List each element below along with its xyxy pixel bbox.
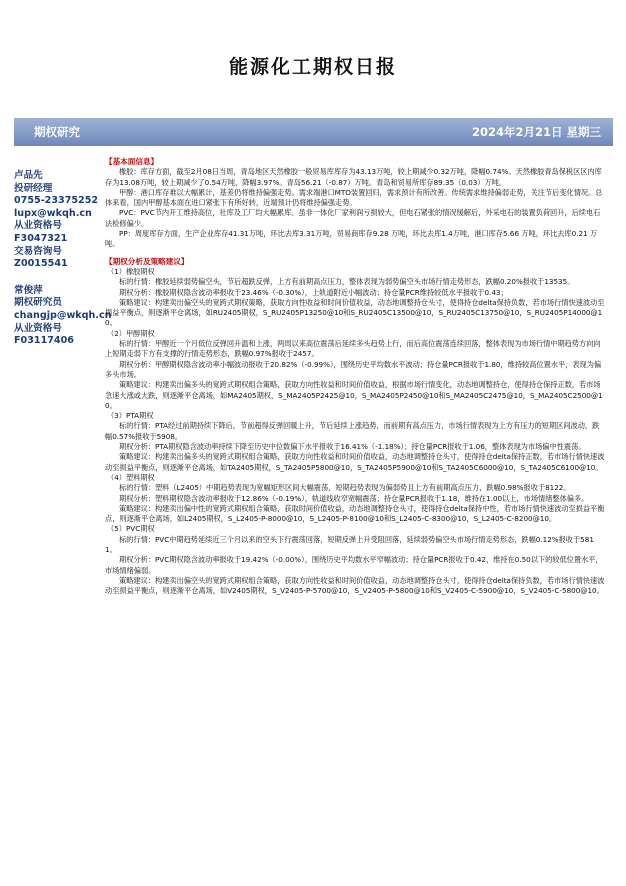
strategy-heading: 【期权分析及策略建议】 [105,256,189,266]
analyst-phone: 0755-23375252 [14,195,99,207]
analyst-email[interactable]: changjp@wkqh.cn [14,309,112,321]
analyst-cert: F03117406 [14,335,74,347]
analyst-sidebar [14,170,112,348]
section-line: 标的行情：PTA经过前期持续下降后，节前超得反弹回暖上升，节后延续上涨趋势，而前期有高点压力，市场行情表现为上方有压力的短期区间波动，跌幅0.57%报收于5908。 [105,421,600,441]
analyst-name: 常俊萍 [14,284,43,296]
fundamentals-heading: 【基本面信息】 [105,157,159,166]
fundamentals-methanol: 甲醇：港口库存难以大幅累计，基差仍将维持偏强走势。需求端港口MTO装置回归，需求预计有所改善。传统需求维持偏弱走势，关注节后变化情况。总体来看，国内甲醇基本面在进口紧张下有所好转，近端预计仍将维持偏强走势。 [105,187,603,208]
analyst-title: 期权研究员 [14,297,62,309]
section-line: 策略建议：构建卖出偏多头的宽跨式期权组合策略，获取方向性收益和时间价值收益，根据市场行情变化，动态地调整持仓，使得持仓保持正数，若市场急速大涨或大跌，则逐渐平仓离场，如MA2405期权，S_MA2405P2425@10，S_MA2405P2450@10和S_MA2405C2475@10，S_MA2405C2500@10。 [105,380,603,410]
section-line: 策略建议：构建卖出偏多头的宽跨式期权组合策略，获取方向性收益和时间价值收益，动态地调整持仓头寸，使得持仓delta保持正数，若市场行情快速波动至损益平衡点，则逐渐平仓离场，如TA2405期权，S_TA2405P5800@10，S_TA2405P5900@10和S_TA2405C6000@10，S_TA2405C6100@10。 [105,452,605,472]
fundamentals-rubber: 橡胶：库存方面，截至2月08日当周，青岛地区天然橡胶一般贸易库库存为43.13万吨，较上期减少0.32万吨，降幅0.74%。天然橡胶青岛保税区区内库存为13.08万吨，较上期减少了0.54万吨，降幅3.97%。青岛56.21（-0.87）万吨。青岛和贸易所库存89.35（0.03）万吨。 [105,167,602,187]
section-title-methanol: （2）甲醇期权 [107,328,155,338]
section-line: 标的行情：橡胶延续弱势偏空头，节后超跌反弹，上方有前期高点压力，整体表现为弱势偏空头市场行情走势形态，跌幅0.20%报收于13535。 [119,277,575,287]
analyst-cert: F3047321 [14,232,68,244]
section-line: 期权分析：PVC期权隐含波动率报收于19.42%（-0.00%），围绕历史平均数水平窄幅波动；持仓量PCR报收于0.42，维持在0.50以下的较低位置水平，市场情绪偏弱。 [105,555,603,575]
section-line: 期权分析：甲醇期权隐含波动率小幅波动报收于20.82%（-0.99%），围绕历史平均数水平波动；持仓量PCR报收于1.80，维持较高位置水平，表现为偏多头市场。 [105,359,602,379]
analyst-cert-label: 从业资格号 [14,322,62,334]
section-title-rubber: （1）橡胶期权 [107,266,155,276]
analyst-cert-label: 从业资格号 [14,220,62,232]
section-line: 期权分析：PTA期权隐含波动率持续下降至历史中位数偏下水平报收于16.41%（-1.18%）；持仓量PCR报收于1.06，整体表现为市场偏中性震荡。 [119,442,586,452]
analyst-consult-label: 交易咨询号 [14,245,62,257]
analyst-email[interactable]: lupx@wkqh.cn [14,207,92,219]
section-line: 期权分析：塑料期权隐含波动率报收于12.86%（-0.19%），轨道线收窄宽幅震荡；持仓量PCR报收于1.18，维持在1.00以上，市场情绪整体偏多。 [119,493,589,503]
header-category: 期权研究 [34,125,80,139]
section-line: 标的行情：塑料（L2405）中期趋势表现为宽幅矩形区间大幅震荡，短期趋势表现为偏弱势且上方有前期高点压力，跌幅0.98%报收于8122。 [119,483,571,493]
analyst-title: 投研经理 [14,182,53,194]
header-band [14,118,613,146]
section-line: 策略建议：构建卖出偏中性的宽跨式期权组合策略，获取时间价值收益，动态地调整持仓头寸，使得持仓delta保持中性，若市场行情快速波动至损益平衡点，则逐渐平仓离场，如L2405期权，S_L2405-P-8000@10，S_L2405-P-8100@10和S_L2405-C-8300@10，S_L2405-C-8200@10。 [105,503,605,524]
section-line: 标的行情：甲醇近一个月低位反弹回升温和上涨，两周以来高位震荡后延续多头趋势上行，而后高位震荡连续回落，整体表现为市场行情中期趋势方向向上短期走弱下方有支撑的行情走势形态，跌幅0.97%报收于2457。 [105,339,601,359]
section-line: 策略建议：构建卖出偏空头的宽跨式期权组合策略，获取方向性收益和时间价值收益，动态地调整持仓头寸，使得持仓delta保持负数，若市场行情快速波动至损益平衡点，则逐渐平仓离场，如V2405期权，S_V2405-P-5700@10，S_V2405-P-5800@10和S_V2405-C-5900@10，S_V2405-C-5800@10。 [105,575,605,596]
section-line: 策略建议：构建卖出偏空头的宽跨式期权策略，获取方向性收益和时间价值收益，动态地调整持仓头寸，使得持仓delta保持负数，若市场行情快速波动至损益平衡点，则逐渐平仓离场，如RU2405期权，S_RU2405P13250@10和S_RU2405C13500@10，S_RU2405C13750@10，S_RU2405P14000@10。 [105,297,605,328]
fundamentals-pp: PP：周度库存方面，生产企业库存41.31万吨，环比去库3.31万吨，贸易商库存9.28 万吨，环比去库1.4万吨，港口库存5.66 万吨，环比去库0.21 万吨。 [105,229,598,249]
report-title: 能源化工期权日报 [228,56,397,78]
header-date: 2024年2月21日 星期三 [471,125,601,139]
section-line: 期权分析：橡胶期权隐含波动率报收于23.46%（-0.30%），上轨道附近小幅波动；持仓量PCR维持较低水平报收于0.43； [119,287,508,297]
analyst-name: 卢品先 [14,170,43,181]
section-title-pvc: （5）PVC期权 [107,524,155,534]
section-title-pta: （3）PTA期权 [107,411,154,421]
section-title-plastic: （4）塑料期权 [107,472,155,482]
analyst-consult: Z0015541 [14,258,68,270]
report-body [105,157,605,596]
section-line: 标的行情：PVC中期趋势延续近三个月以来的空头下行震荡回落，短期反弹上升受阻回落，延续弱势偏空头市场行情走势形态，跌幅0.12%报收于5811。 [105,534,594,554]
fundamentals-pvc: PVC：PVC节内开工维持高位，社库及工厂均大幅累库。虽非一体化厂家利润亏损较大，但电石紧张的情况缓解后，外采电石的装置负荷回升，后续电石法检修偏少。 [105,208,601,228]
